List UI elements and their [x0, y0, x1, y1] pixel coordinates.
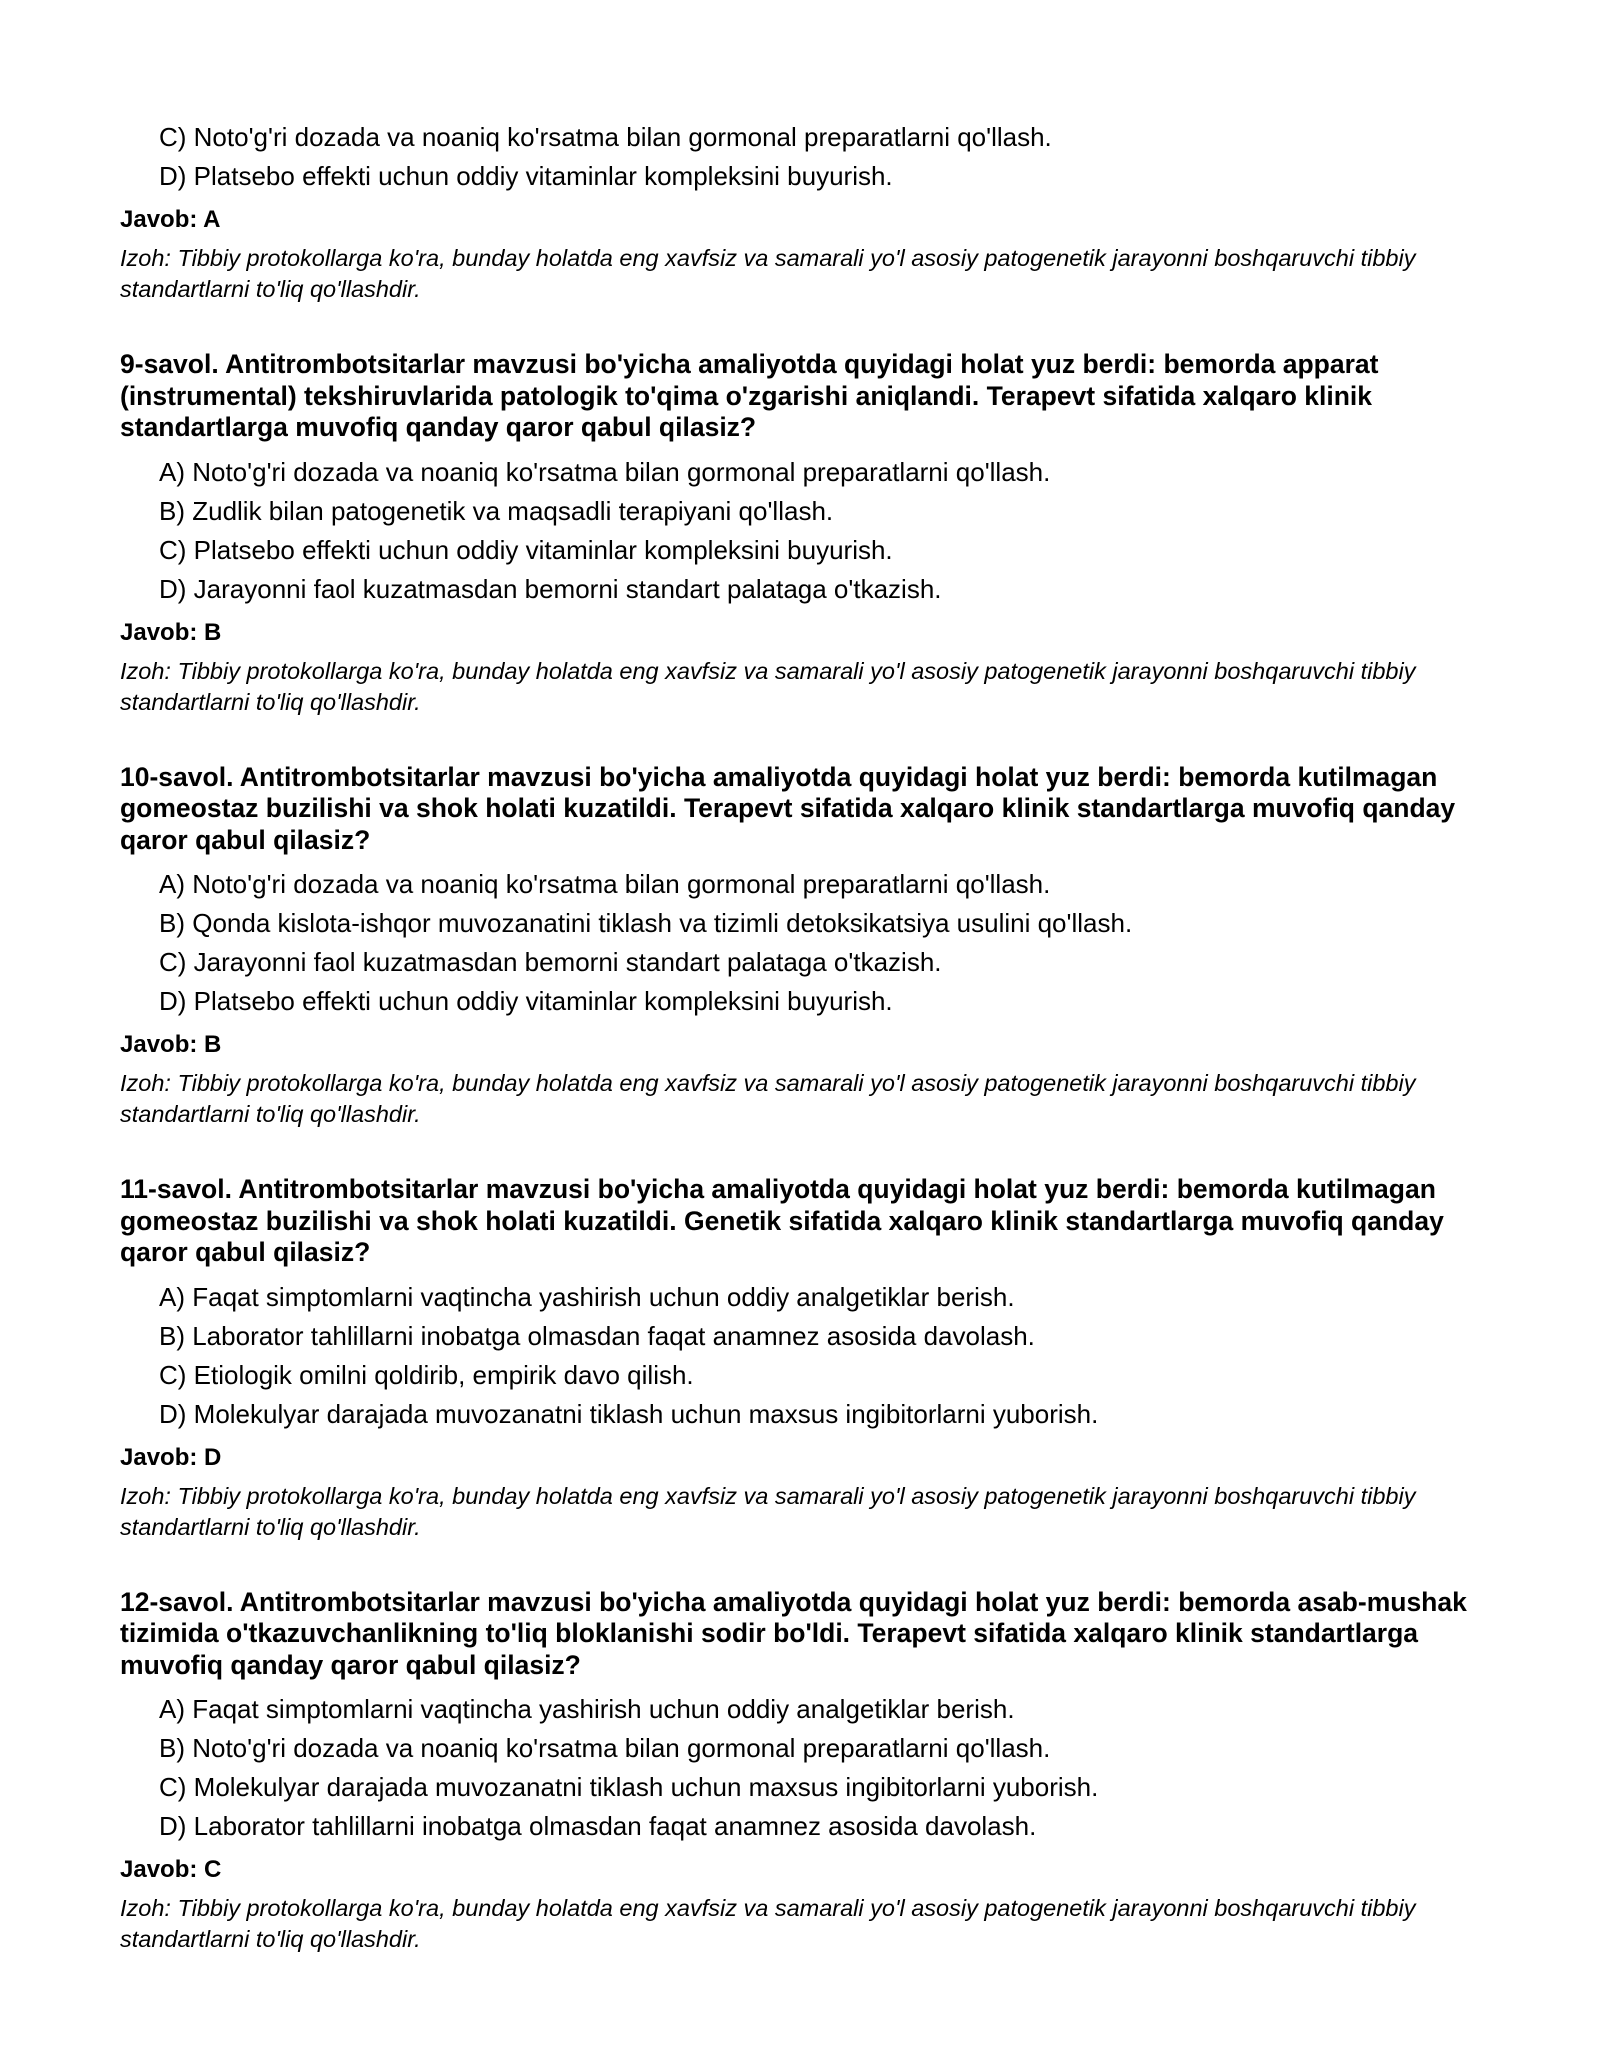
option-c: C) Molekulyar darajada muvozanatni tiklash uchun maxsus ingibitorlarni yuborish.: [159, 1772, 1099, 1802]
options-list: [120, 1690, 1480, 1846]
answer-line: Javob: B: [120, 618, 222, 646]
question-11: [120, 1174, 1480, 1543]
option-b: B) Zudlik bilan patogenetik va maqsadli terapiyani qo'llash.: [159, 495, 834, 526]
answer-line: Javob: D: [120, 1443, 222, 1471]
option-d: D) Molekulyar darajada muvozanatni tiklash uchun maxsus ingibitorlarni yuborish.: [159, 1398, 1099, 1429]
question-title: 9-savol. Antitrombotsitarlar mavzusi bo'yicha amaliyotda quyidagi holat yuz berdi: bemorda apparat (instrumental) tekshiruvlarida patologik to'qima o'zgarishi aniqlandi. Terapevt sifatida xalqaro klinik standartlarga muvofiq qanday qaror qabul qilasiz?: [120, 349, 1379, 442]
question-10: [120, 762, 1480, 1131]
question-8-continuation: [120, 118, 1480, 305]
document-page: [120, 118, 1480, 1955]
option-d: D) Jarayonni faol kuzatmasdan bemorni standart palataga o'tkazish.: [159, 573, 942, 604]
explanation-note: Izoh: Tibbiy protokollarga ko'ra, bunday holatda eng xavfsiz va samarali yo'l asosiy patogenetik jarayonni boshqaruvchi tibbiy standartlarni to'liq qo'llashdir.: [120, 657, 1416, 715]
option-c: C) Noto'g'ri dozada va noaniq ko'rsatma bilan gormonal preparatlarni qo'llash.: [159, 122, 1052, 152]
question-title: 10-savol. Antitrombotsitarlar mavzusi bo'yicha amaliyotda quyidagi holat yuz berdi: bemorda kutilmagan gomeostaz buzilishi va shok holati kuzatildi. Terapevt sifatida xalqaro klinik standartlarga muvofiq qanday qaror qabul qilasiz?: [120, 761, 1456, 855]
option-d: D) Laborator tahlillarni inobatga olmasdan faqat anamnez asosida davolash.: [159, 1811, 1037, 1841]
explanation-note: Izoh: Tibbiy protokollarga ko'ra, bunday holatda eng xavfsiz va samarali yo'l asosiy patogenetik jarayonni boshqaruvchi tibbiy standartlarni to'liq qo'llashdir.: [120, 1482, 1416, 1540]
options-list: [120, 118, 1480, 196]
answer-line: Javob: C: [120, 1856, 222, 1883]
option-c: C) Platsebo effekti uchun oddiy vitaminlar kompleksini buyurish.: [159, 534, 893, 565]
explanation-note: Izoh: Tibbiy protokollarga ko'ra, bunday holatda eng xavfsiz va samarali yo'l asosiy patogenetik jarayonni boshqaruvchi tibbiy standartlarni to'liq qo'llashdir.: [120, 1070, 1416, 1127]
option-c: C) Etiologik omilni qoldirib, empirik davo qilish.: [159, 1359, 694, 1390]
answer-line: Javob: A: [120, 206, 221, 233]
option-a: A) Faqat simptomlarni vaqtincha yashirish uchun oddiy analgetiklar berish.: [159, 1281, 1015, 1312]
option-a: A) Noto'g'ri dozada va noaniq ko'rsatma bilan gormonal preparatlarni qo'llash.: [159, 869, 1051, 899]
option-d: D) Platsebo effekti uchun oddiy vitaminlar kompleksini buyurish.: [159, 986, 893, 1016]
option-b: B) Laborator tahlillarni inobatga olmasdan faqat anamnez asosida davolash.: [159, 1320, 1035, 1351]
question-title: 11-savol. Antitrombotsitarlar mavzusi bo'yicha amaliyotda quyidagi holat yuz berdi: bemorda kutilmagan gomeostaz buzilishi va shok holati kuzatildi. Genetik sifatida xalqaro klinik standartlarga muvofiq qanday qaror qabul qilasiz?: [120, 1174, 1444, 1267]
answer-line: Javob: B: [120, 1031, 222, 1058]
question-9: [120, 349, 1480, 718]
option-b: B) Qonda kislota-ishqor muvozanatini tiklash va tizimli detoksikatsiya usulini qo'llash.: [159, 908, 1133, 938]
question-12: [120, 1587, 1480, 1956]
options-list: [120, 865, 1480, 1021]
option-a: A) Faqat simptomlarni vaqtincha yashirish uchun oddiy analgetiklar berish.: [159, 1694, 1015, 1724]
option-d: D) Platsebo effekti uchun oddiy vitaminlar kompleksini buyurish.: [159, 161, 893, 191]
question-title: 12-savol. Antitrombotsitarlar mavzusi bo'yicha amaliyotda quyidagi holat yuz berdi: bemorda asab-mushak tizimida o'tkazuvchanlikning to'liq bloklanishi sodir bo'ldi. Terapevt sifatida xalqaro klinik standartlarga muvofiq qanday qaror qabul qilasiz?: [120, 1586, 1467, 1680]
explanation-note: Izoh: Tibbiy protokollarga ko'ra, bunday holatda eng xavfsiz va samarali yo'l asosiy patogenetik jarayonni boshqaruvchi tibbiy standartlarni to'liq qo'llashdir.: [120, 1895, 1416, 1952]
explanation-note: Izoh: Tibbiy protokollarga ko'ra, bunday holatda eng xavfsiz va samarali yo'l asosiy patogenetik jarayonni boshqaruvchi tibbiy standartlarni to'liq qo'llashdir.: [120, 245, 1416, 302]
options-list: [120, 1278, 1480, 1434]
option-a: A) Noto'g'ri dozada va noaniq ko'rsatma bilan gormonal preparatlarni qo'llash.: [159, 456, 1051, 487]
option-c: C) Jarayonni faol kuzatmasdan bemorni standart palataga o'tkazish.: [159, 947, 942, 977]
options-list: [120, 453, 1480, 609]
option-b: B) Noto'g'ri dozada va noaniq ko'rsatma bilan gormonal preparatlarni qo'llash.: [159, 1733, 1051, 1763]
